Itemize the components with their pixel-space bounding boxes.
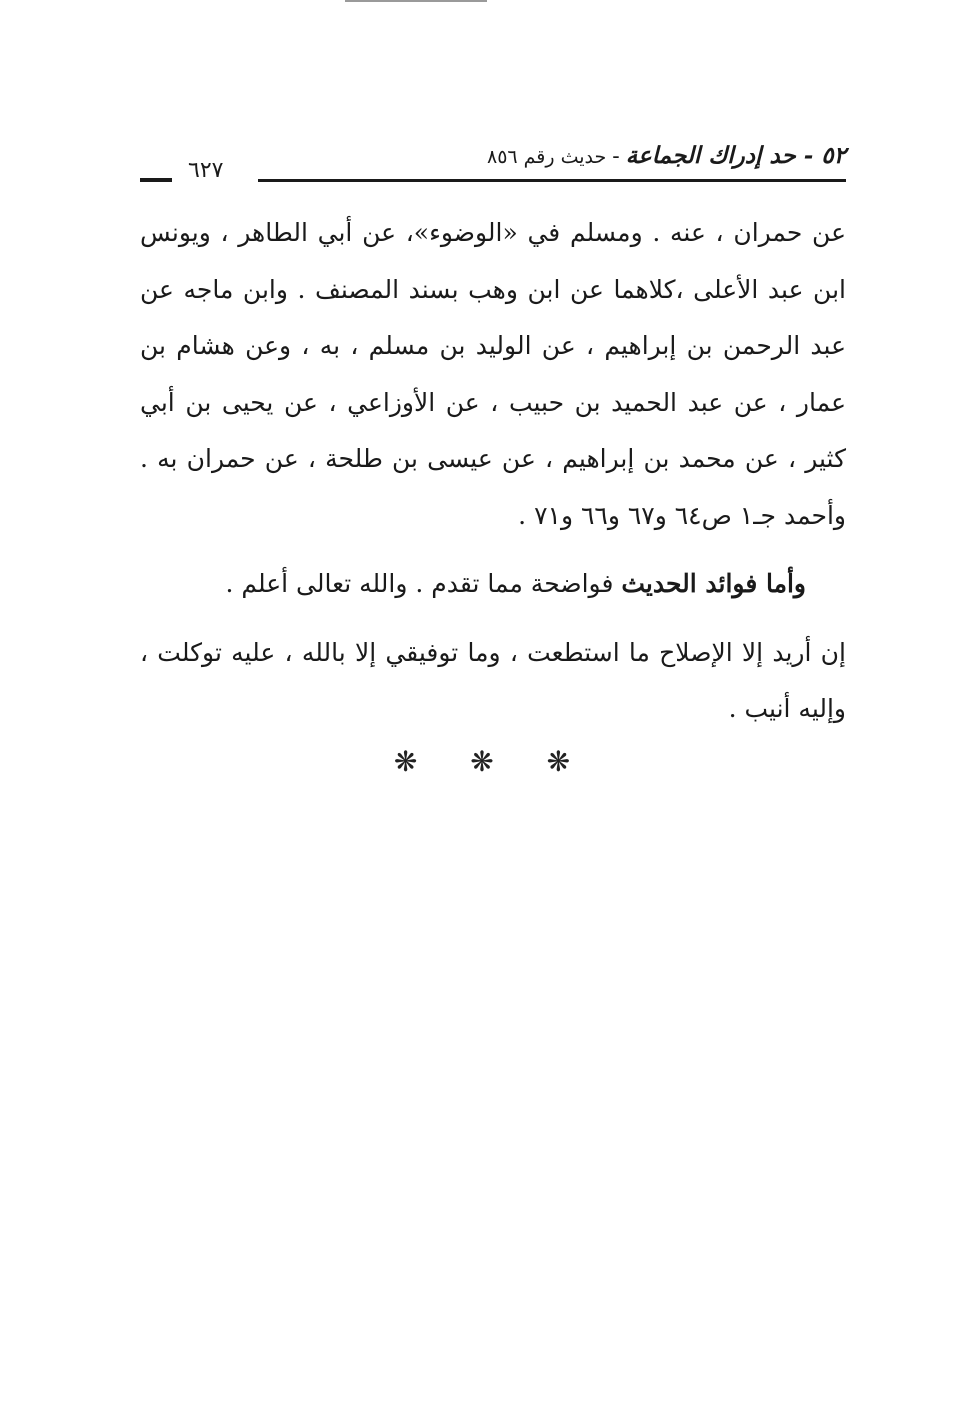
benefits-text: فواضحة مما تقدم . والله تعالى أعلم .: [225, 569, 622, 598]
header-rule: [258, 179, 846, 182]
scan-edge-line: [345, 0, 487, 2]
header-separator: -: [612, 144, 620, 169]
header-title: [487, 140, 846, 173]
benefits-paragraph: [140, 556, 846, 613]
page-number-dash: [140, 178, 172, 182]
closing-paragraph: إن أريد إلا الإصلاح ما استطعت ، وما توفيقي إلا بالله ، عليه توكلت ، وإليه أنيب .: [140, 637, 846, 723]
hadith-reference: حديث رقم ٨٥٦: [487, 146, 607, 168]
running-header: [140, 138, 846, 184]
page-body: [140, 205, 846, 738]
page-number: ٦٢٧: [188, 158, 224, 183]
chapter-title: ٥٢ - حد إدراك الجماعة: [625, 142, 846, 169]
commentary-paragraph: عن حمران ، عنه . ومسلم في «الوضوء»، عن أبي الطاهر ، ويونس ابن عبد الأعلى ،كلاهما عن ابن وهب بسند المصنف . وابن ماجه عن عبد الرحمن بن إبراهيم ، عن الوليد بن مسلم ، به ، وعن هشام بن عمار ، عن عبد الحميد بن حبيب ، عن الأوزاعي ، عن يحيى بن أبي كثير ، عن محمد بن إبراهيم ، عن عيسى بن طلحة ، عن حمران به . وأحمد جـ١ ص٦٤ و٦٧ و٦٦ و٧١ .: [140, 218, 846, 530]
benefits-lead: وأما فوائد الحديث: [621, 569, 806, 598]
section-separator-stars: ❋ ❋ ❋: [393, 745, 593, 778]
